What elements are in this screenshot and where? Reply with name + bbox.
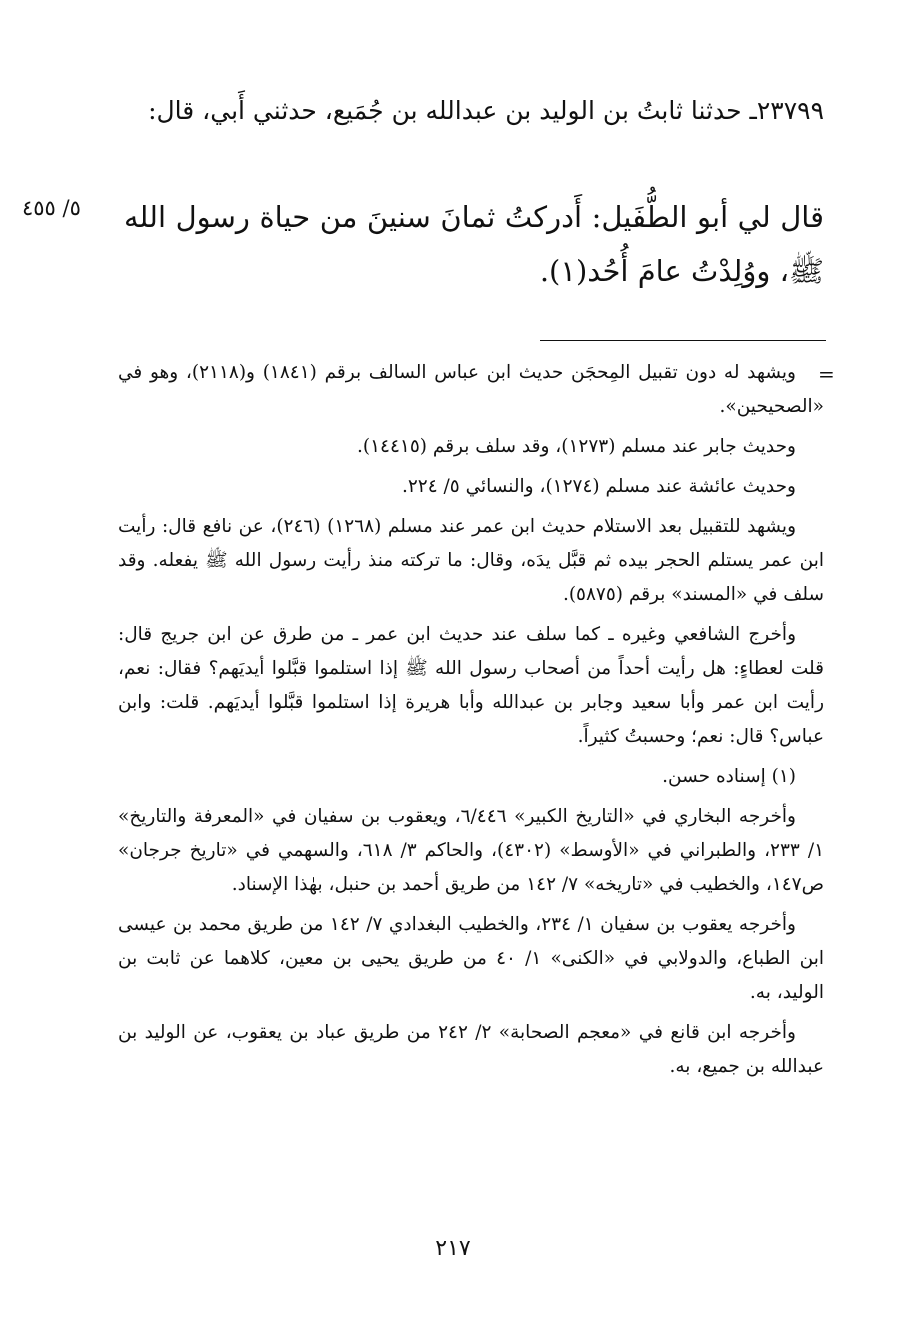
page-number: ٢١٧ — [435, 1236, 471, 1261]
footnote-paragraph: وأخرجه البخاري في «التاريخ الكبير» ٦/٤٤٦، ويعقوب بن سفيان في «المعرفة والتاريخ» ١/ ٢٣٣، والطبراني في «الأوسط» (٤٣٠٢)، والحاكم ٣/ ٦١٨، والسهمي في «تاريخ جرجان» ص١٤٧، والخطيب في «تاريخه» ٧/ ١٤٢ من طريق أحمد بن حنبل، بهٰذا الإسناد. — [118, 806, 825, 895]
footnote-paragraph: وحديث عائشة عند مسلم (١٢٧٤)، والنسائي ٥/ ٢٢٤. — [401, 476, 796, 497]
continuation-mark: = — [818, 362, 835, 386]
margin-reference: ٥/ ٤٥٥ — [22, 196, 81, 220]
footnote-paragraph: ويشهد للتقبيل بعد الاستلام حديث ابن عمر عند مسلم (١٢٦٨) (٢٤٦)، عن نافع قال: رأيت ابن عمر يستلم الحجر بيده ثم قبَّل يدَه، وقال: ما تركته منذ رأيت رسول الله ﷺ يفعله. وقد سلف في «المسند» برقم (٥٨٧٥). — [118, 516, 824, 605]
hadith-isnad: ٢٣٧٩٩ـ حدثنا ثابتُ بن الوليد بن عبدالله بن جُمَيع، حدثني أَبي، قال: — [148, 96, 824, 125]
footnote-paragraph: وأخرجه يعقوب بن سفيان ١/ ٢٣٤، والخطيب البغدادي ٧/ ١٤٢ من طريق محمد بن عيسى ابن الطباع، والدولابي في «الكنى» ١/ ٤٠ من طريق يحيى بن معين، كلاهما عن ثابت بن الوليد، به. — [118, 914, 824, 1003]
hadith-matn: قال لي أبو الطُّفَيل: أَدركتُ ثمانَ سنينَ من حياة رسول الله ﷺ، ووُلِدْتُ عامَ أُحُد(١). — [124, 200, 824, 288]
footnote-paragraph: وحديث جابر عند مسلم (١٢٧٣)، وقد سلف برقم (١٤٤١٥). — [356, 436, 796, 457]
footnote-paragraph: وأخرج الشافعي وغيره ـ كما سلف عند حديث ابن عمر ـ من طرق عن ابن جريج قال: قلت لعطاءٍ: هل رأيت أحداً من أصحاب رسول الله ﷺ إذا استلموا قبَّلوا أيديَهم؟ فقال: نعم، رأيت ابن عمر وأبا سعيد وجابر بن عبدالله وأبا هريرة إذا استلموا قبَّلوا أيديَهم. قلت: وابن عباس؟ قال: نعم؛ وحسبتُ كثيراً. — [118, 624, 824, 747]
footnote-separator — [540, 340, 826, 341]
footnote-paragraph: ويشهد له دون تقبيل المِحجَن حديث ابن عباس السالف برقم (١٨٤١) و(٢١١٨)، وهو في «الصحيحين». — [118, 362, 824, 417]
footnote-number: (١) إسناده حسن. — [662, 766, 796, 787]
footnote-paragraph: وأخرجه ابن قانع في «معجم الصحابة» ٢/ ٢٤٢ من طريق عباد بن يعقوب، عن الوليد بن عبدالله بن جميع، به. — [118, 1022, 824, 1077]
footnotes — [118, 356, 824, 1090]
